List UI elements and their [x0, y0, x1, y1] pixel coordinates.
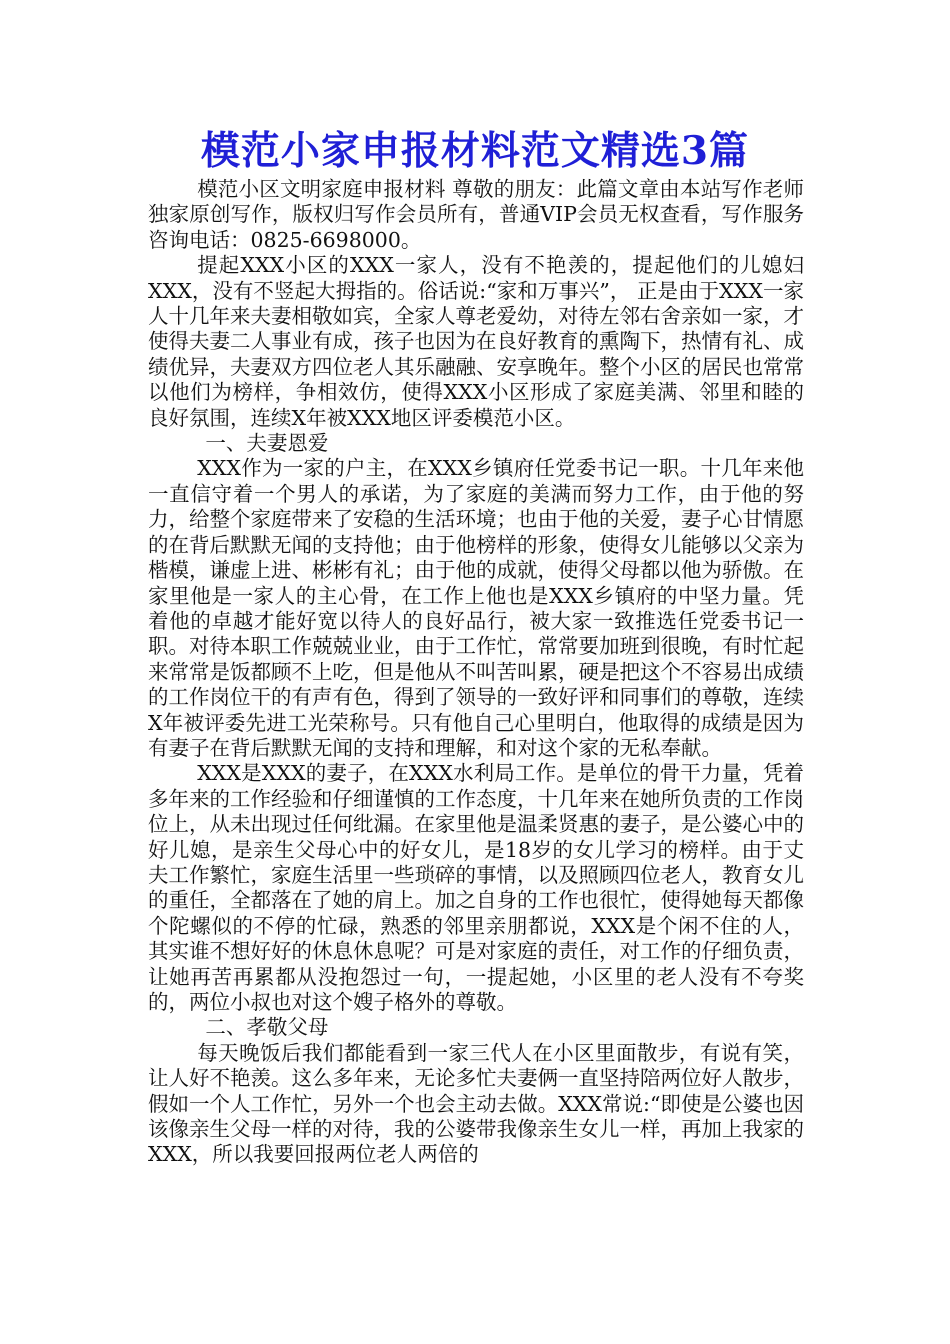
- paragraph-husband: XXX作为一家的户主，在XXX乡镇府任党委书记一职。十几年来他一直信守着一个男人的承诺，为了家庭的美满而努力工作，由于他的努力，给整个家庭带来了安稳的生活环境；也由于他的关爱，妻子心甘情愿的在背后默默无闻的支持他；由于他榜样的形象，使得女儿能够以父亲为楷模，谦虚上进、彬彬有礼；由于他的成就，使得父母都以他为骄傲。在家里他是一家人的主心骨，在工作上他也是XXX乡镇府的中坚力量。凭着他的卓越才能好宽以待人的良好品行，被大家一致推选任党委书记一职。对待本职工作兢兢业业，由于工作忙，常常要加班到很晚，有时忙起来常常是饭都顾不上吃，但是他从不叫苦叫累，硬是把这个不容易出成绩的工作岗位干的有声有色，得到了领导的一致好评和同事们的尊敬，连续X年被评委先进工光荣称号。只有他自己心里明白，他取得的成绩是因为有妻子在背后默默无闻的支持和理解，和对这个家的无私奉献。: [148, 456, 804, 760]
- paragraph-overview: 提起XXX小区的XXX一家人，没有不艳羡的，提起他们的儿媳妇XXX，没有不竖起大拇指的。俗话说:“家和万事兴”， 正是由于XXX一家人十几年来夫妻相敬如宾，全家人尊老爱幼，对待左邻右舍亲如一家，才使得夫妻二人事业有成，孩子也因为在良好教育的熏陶下，热情有礼、成绩优异，夫妻双方四位老人其乐融融、安享晚年。整个小区的居民也常常以他们为榜样，争相效仿，使得XXX小区形成了家庭美满、邻里和睦的良好氛围，连续X年被XXX地区评委模范小区。: [148, 253, 804, 430]
- paragraph-wife: XXX是XXX的妻子，在XXX水利局工作。是单位的骨干力量，凭着多年来的工作经验和仔细谨慎的工作态度，十几年来在她所负责的工作岗位上，从未出现过任何纰漏。在家里他是温柔贤惠的妻子，是公婆心中的好儿媳，是亲生父母心中的好女儿，是18岁的女儿学习的榜样。由于丈夫工作繁忙，家庭生活里一些琐碎的事情，以及照顾四位老人，教育女儿的重任，全都落在了她的肩上。加之自身的工作也很忙，使得她每天都像个陀螺似的不停的忙碌，熟悉的邻里亲朋都说，XXX是个闲不住的人，其实谁不想好好的休息休息呢？可是对家庭的责任，对工作的仔细负责，让她再苦再累都从没抱怨过一句，一提起她，小区里的老人没有不夸奖的，两位小叔也对这个嫂子格外的尊敬。: [148, 761, 804, 1014]
- section-heading-2: 二、孝敬父母: [205, 1015, 329, 1040]
- paragraph-filial: 每天晚饭后我们都能看到一家三代人在小区里面散步，有说有笑，让人好不艳羡。这么多年来，无论多忙夫妻俩一直坚持陪两位好人散步，假如一个人工作忙，另外一个也会主动去做。XXX常说:“即使是公婆也因该像亲生父母一样的对待，我的公婆带我像亲生女儿一样，再加上我家的XXX，所以我要回报两位老人两倍的: [148, 1040, 804, 1167]
- paragraph-intro: 模范小区文明家庭申报材料 尊敬的朋友：此篇文章由本站写作老师独家原创写作，版权归写作会员所有，普通VIP会员无权查看，写作服务咨询电话：0825-6698000。: [148, 177, 804, 252]
- section-heading-1: 一、夫妻恩爱: [205, 431, 329, 456]
- document-body: [148, 177, 804, 1168]
- document-title: 模范小家申报材料范文精选3篇: [200, 128, 750, 174]
